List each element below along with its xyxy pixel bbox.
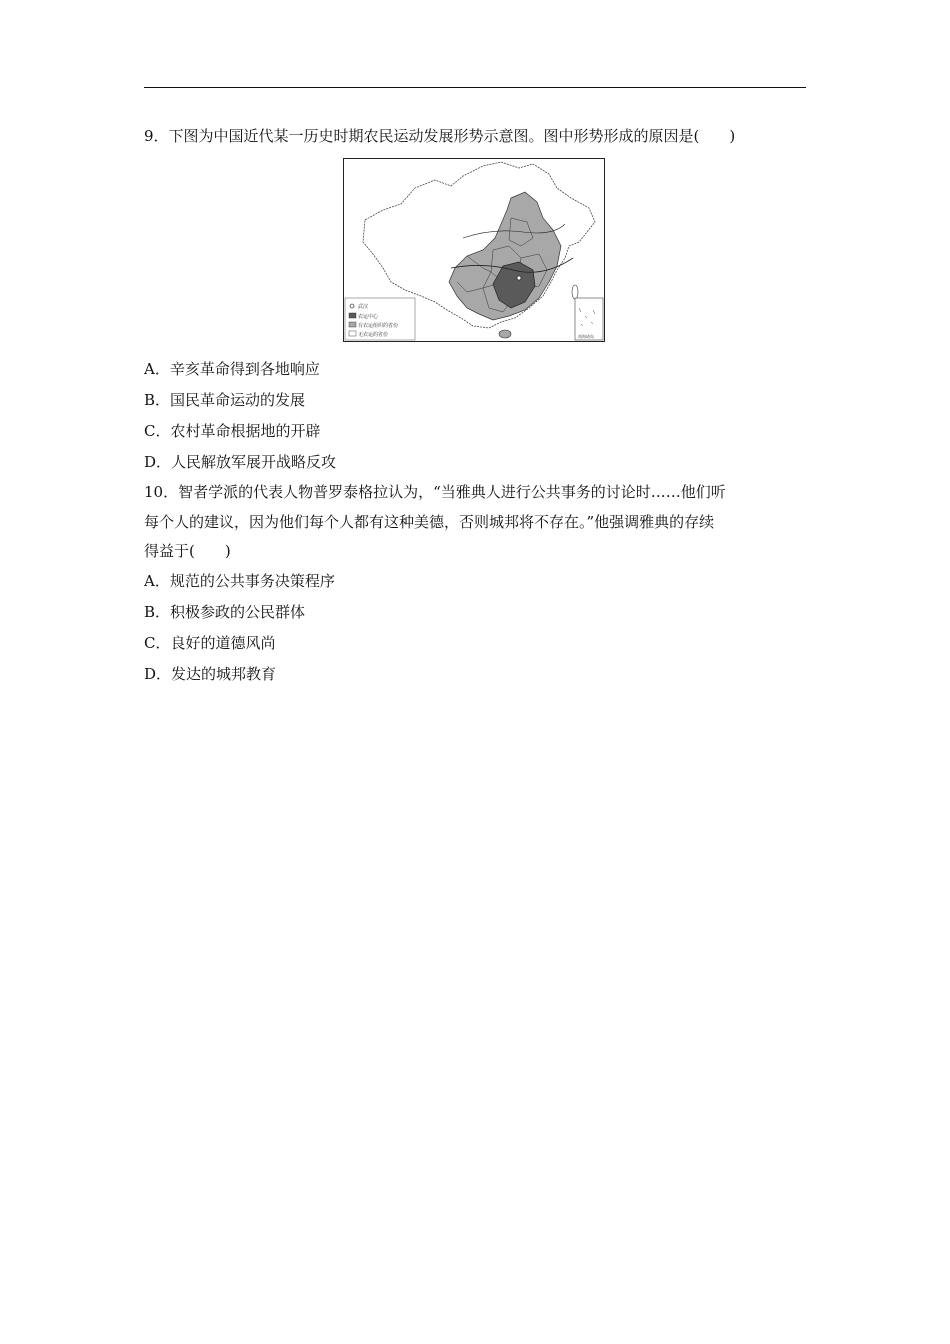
legend-wuhan: 武汉	[358, 304, 369, 310]
header-rule	[144, 87, 806, 88]
question-10-option-b: B．积极参政的公民群体	[144, 603, 306, 621]
question-9-option-d: D．人民解放军展开战略反攻	[144, 453, 337, 471]
legend-organized: 有农运组织的省份	[358, 323, 399, 329]
south-sea-inset	[575, 298, 603, 340]
question-9-option-c: C．农村革命根据地的开辟	[144, 422, 321, 440]
question-10-stem-line-1: 10．智者学派的代表人物普罗泰格拉认为，“当雅典人进行公共事务的讨论时……他们听	[144, 483, 726, 501]
legend-none: 无农运的省份	[358, 332, 389, 338]
question-10-option-a: A．规范的公共事务决策程序	[144, 572, 335, 590]
legend-center: 农运中心	[358, 314, 379, 320]
map-legend	[345, 298, 415, 340]
peasant-movement-map	[343, 158, 605, 342]
question-9-option-b: B．国民革命运动的发展	[144, 391, 306, 409]
wuhan-marker	[517, 276, 521, 280]
question-9-option-a: A．辛亥革命得到各地响应	[144, 360, 320, 378]
question-10-option-d: D．发达的城邦教育	[144, 665, 277, 683]
inset-label: 南海诸岛	[578, 334, 594, 339]
question-10-stem-line-3: 得益于( )	[144, 542, 231, 560]
question-10-option-c: C．良好的道德风尚	[144, 634, 276, 652]
question-10-stem-line-2: 每个人的建议，因为他们每个人都有这种美德，否则城邦将不存在。”他强调雅典的存续	[144, 513, 715, 531]
question-9-stem: 9．下图为中国近代某一历史时期农民运动发展形势示意图。图中形势形成的原因是( )	[144, 127, 736, 145]
